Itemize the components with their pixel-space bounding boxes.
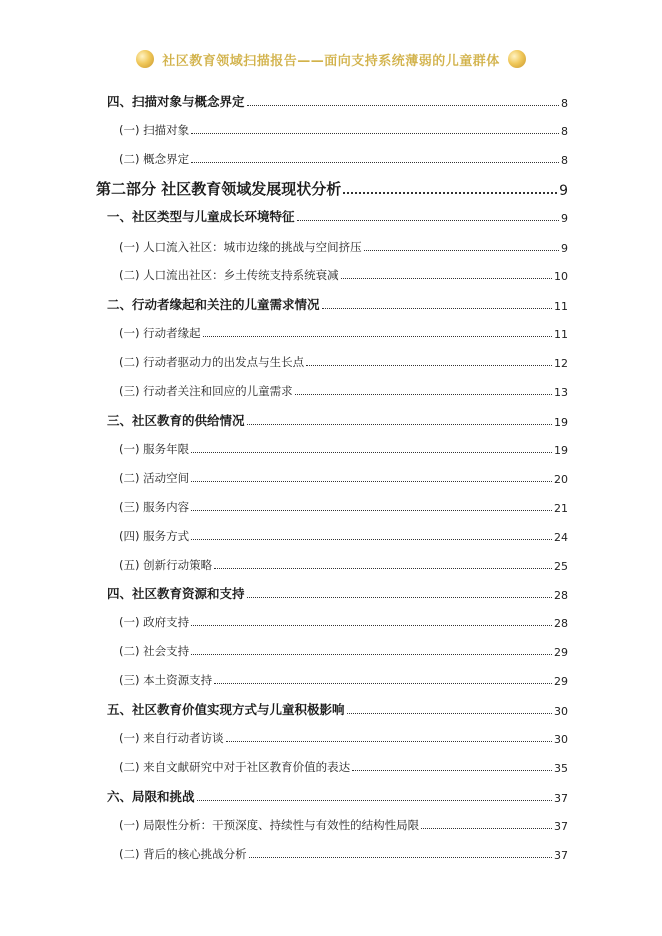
toc-entry-label: (一) 扫描对象	[119, 123, 190, 137]
toc-entry[interactable]	[119, 440, 568, 457]
toc-entry[interactable]	[119, 845, 568, 862]
dot-leader	[343, 192, 557, 194]
toc-entry-page-number: 28	[554, 589, 568, 602]
toc-entry[interactable]	[119, 758, 568, 775]
dot-leader	[306, 365, 552, 366]
dot-leader	[203, 336, 552, 337]
dot-leader	[364, 250, 559, 251]
dot-leader	[191, 654, 552, 655]
dot-leader	[191, 133, 559, 134]
toc-entry-page-number: 24	[554, 531, 568, 544]
toc-entry-label: 三、社区教育的供给情况	[107, 413, 245, 428]
toc-entry[interactable]	[107, 700, 568, 718]
toc-entry-page-number: 8	[561, 97, 568, 110]
toc-entry-label: (三) 本土资源支持	[119, 673, 213, 687]
toc-entry-page-number: 30	[554, 733, 568, 746]
toc-entry-label: (二) 行动者驱动力的出发点与生长点	[119, 355, 305, 369]
toc-entry-page-number: 11	[554, 328, 568, 341]
toc-entry-label: (一) 政府支持	[119, 615, 190, 629]
toc-entry-page-number: 20	[554, 473, 568, 486]
toc-entry-label: 五、社区教育价值实现方式与儿童积极影响	[107, 702, 345, 717]
dot-leader	[191, 625, 552, 626]
dot-leader	[191, 452, 552, 453]
toc-entry-page-number: 30	[554, 705, 568, 718]
toc-entry-page-number: 8	[561, 154, 568, 167]
toc-entry-page-number: 28	[554, 617, 568, 630]
toc-entry[interactable]	[119, 613, 568, 630]
dot-leader	[295, 394, 552, 395]
toc-entry-page-number: 9	[561, 212, 568, 225]
toc-entry-page-number: 11	[554, 300, 568, 313]
toc-entry-label: (四) 服务方式	[119, 529, 190, 543]
toc-entry[interactable]	[119, 353, 568, 370]
gold-orb-left-icon	[136, 50, 154, 68]
toc-entry-label: 四、社区教育资源和支持	[107, 586, 245, 601]
dot-leader	[191, 539, 552, 540]
toc-entry-page-number: 37	[554, 820, 568, 833]
toc-entry-label: (二) 背后的核心挑战分析	[119, 847, 247, 861]
toc-entry[interactable]	[119, 671, 568, 688]
dot-leader	[247, 105, 559, 106]
dot-leader	[352, 770, 552, 771]
toc-entry-label: (二) 人口流出社区：乡土传统支持系统衰减	[119, 268, 339, 282]
toc-entry-label: (二) 社会支持	[119, 644, 190, 658]
toc-entry-page-number: 29	[554, 675, 568, 688]
toc-entry-label: (二) 活动空间	[119, 471, 190, 485]
toc-entry-page-number: 9	[559, 183, 568, 199]
toc-entry-page-number: 21	[554, 502, 568, 515]
toc-entry[interactable]	[119, 527, 568, 544]
running-header	[0, 46, 662, 72]
report-title: 社区教育领域扫描报告——面向支持系统薄弱的儿童群体	[162, 53, 500, 69]
dot-leader	[191, 481, 552, 482]
dot-leader	[322, 308, 552, 309]
toc-entry[interactable]	[119, 469, 568, 486]
toc-entry-page-number: 25	[554, 560, 568, 573]
toc-entry[interactable]	[107, 787, 568, 805]
toc-entry-label: (三) 行动者关注和回应的儿童需求	[119, 384, 293, 398]
dot-leader	[191, 510, 552, 511]
dot-leader	[347, 713, 552, 714]
toc-entry-page-number: 37	[554, 792, 568, 805]
toc-entry-page-number: 12	[554, 357, 568, 370]
toc-entry-page-number: 19	[554, 416, 568, 429]
gold-orb-right-icon	[508, 50, 526, 68]
toc-entry[interactable]	[119, 266, 568, 283]
toc-entry-page-number: 29	[554, 646, 568, 659]
dot-leader	[297, 220, 559, 221]
toc-entry-label: (二) 概念界定	[119, 152, 190, 166]
toc-entry[interactable]	[107, 584, 568, 602]
toc-entry-label: (五) 创新行动策略	[119, 558, 213, 572]
toc-entry[interactable]	[96, 177, 568, 199]
toc-entry-label: 一、社区类型与儿童成长环境特征	[107, 209, 295, 224]
toc-entry-page-number: 35	[554, 762, 568, 775]
toc-entry[interactable]	[107, 207, 568, 225]
toc-entry[interactable]	[107, 411, 568, 429]
toc-entry-page-number: 19	[554, 444, 568, 457]
toc-entry-page-number: 37	[554, 849, 568, 862]
dot-leader	[421, 828, 552, 829]
dot-leader	[226, 741, 552, 742]
toc-entry-label: (一) 来自行动者访谈	[119, 731, 224, 745]
dot-leader	[214, 683, 552, 684]
toc-entry[interactable]	[119, 121, 568, 138]
toc-entry[interactable]	[119, 150, 568, 167]
toc-entry[interactable]	[119, 642, 568, 659]
toc-entry-label: (一) 局限性分析：干预深度、持续性与有效性的结构性局限	[119, 818, 420, 832]
toc-entry-label: 六、局限和挑战	[107, 789, 195, 804]
toc-entry-page-number: 10	[554, 270, 568, 283]
toc-entry-label: (二) 来自文献研究中对于社区教育价值的表达	[119, 760, 351, 774]
toc-entry-page-number: 9	[561, 242, 568, 255]
toc-entry-page-number: 8	[561, 125, 568, 138]
dot-leader	[197, 800, 552, 801]
toc-entry-label: (三) 服务内容	[119, 500, 190, 514]
toc-entry-label: 四、扫描对象与概念界定	[107, 94, 245, 109]
toc-entry[interactable]	[119, 556, 568, 573]
dot-leader	[247, 424, 552, 425]
dot-leader	[249, 857, 552, 858]
toc-entry[interactable]	[107, 92, 568, 110]
toc-entry[interactable]	[119, 238, 568, 255]
dot-leader	[214, 568, 552, 569]
dot-leader	[341, 278, 552, 279]
toc-entry[interactable]	[107, 295, 568, 313]
toc-entry-label: 第二部分 社区教育领域发展现状分析	[96, 180, 342, 198]
toc-entry[interactable]	[119, 729, 568, 746]
dot-leader	[247, 597, 552, 598]
toc-entry[interactable]	[119, 382, 568, 399]
toc-entry-label: (一) 服务年限	[119, 442, 190, 456]
toc-entry-page-number: 13	[554, 386, 568, 399]
toc-entry[interactable]	[119, 816, 568, 833]
toc-entry[interactable]	[119, 324, 568, 341]
toc-entry-label: (一) 人口流入社区：城市边缘的挑战与空间挤压	[119, 240, 362, 254]
dot-leader	[191, 162, 559, 163]
toc-entry-label: (一) 行动者缘起	[119, 326, 201, 340]
toc-entry[interactable]	[119, 498, 568, 515]
toc-entry-label: 二、行动者缘起和关注的儿童需求情况	[107, 297, 320, 312]
